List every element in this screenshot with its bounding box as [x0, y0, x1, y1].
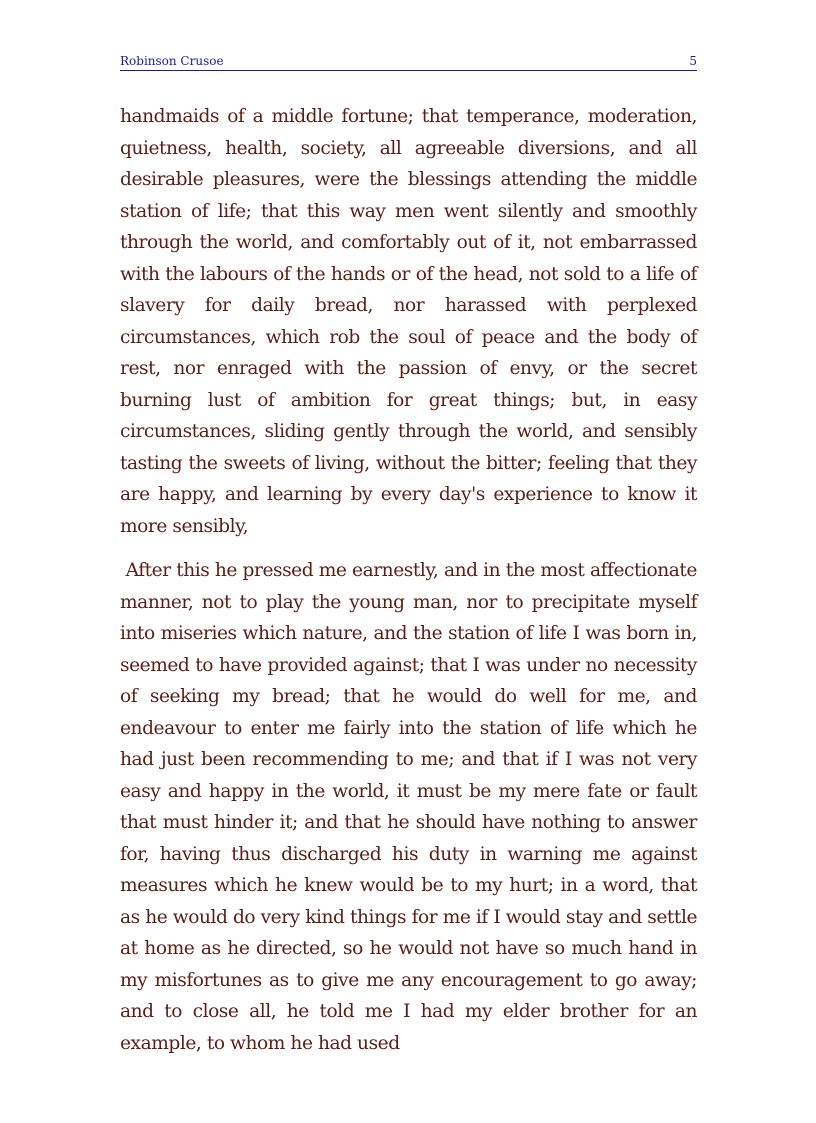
body-text — [120, 101, 703, 1059]
book-page — [120, 0, 703, 1123]
book-title[interactable]: Robinson Crusoe — [120, 54, 224, 68]
paragraph: After this he pressed me earnestly, and in the most affectionate manner, not to play the young man, nor to precipitate myself into miseries which nature, and the station of life I was born in, seemed to have provided against; that I was under no necessity of seeking my bread; that he would do well for me, and endeavour to enter me fairly into the station of life which he had just been recommending to me; and that if I was not very easy and happy in the world, it must be my mere fate or fault that must hinder it; and that he should have nothing to answer for, having thus discharged his duty in warning me against measures which he knew would be to my hurt; in a word, that as he would do very kind things for me if I would stay and settle at home as he directed, so he would not have so much hand in my misfortunes as to give me any encouragement to go away; and to close all, he told me I had my elder brother for an example, to whom he had used — [120, 560, 703, 1054]
running-header — [120, 52, 697, 71]
page-number: 5 — [689, 54, 697, 68]
paragraph: handmaids of a middle fortune; that temperance, moderation, quietness, health, society, all agreeable diversions, and all desirable pleasures, were the blessings attending the middle station of life; that this way men went silently and smoothly through the world, and comfortably out of it, not embarrassed with the labours of the hands or of the head, not sold to a life of slavery for daily bread, nor harassed with perplexed circumstances, which rob the soul of peace and the body of rest, nor enraged with the passion of envy, or the secret burning lust of ambition for great things; but, in easy circumstances, sliding gently through the world, and sensibly tasting the sweets of living, without the bitter; feeling that they are happy, and learning by every day's experience to know it more sensibly, — [120, 106, 697, 537]
